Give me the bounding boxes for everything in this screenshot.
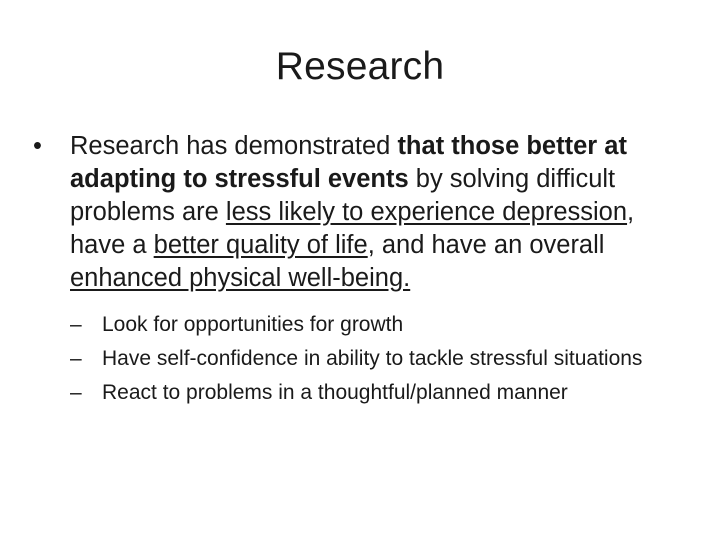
- sub-bullet-text: Look for opportunities for growth: [102, 313, 404, 336]
- bullet-marker: •: [33, 132, 42, 160]
- main-bullet-text: [70, 130, 683, 295]
- underlined-text-segment: enhanced physical well-being.: [70, 264, 411, 292]
- dash-marker: –: [70, 347, 82, 370]
- sub-bullet-item: [70, 344, 680, 373]
- sub-bullet-item: [70, 310, 680, 339]
- bold-text-segment: that those better at adapting to stressful events: [70, 132, 627, 193]
- sub-bullet-text: Have self-confidence in ability to tackle stressful situations: [102, 347, 643, 370]
- text-segment: by solving difficult problems are: [70, 165, 616, 226]
- main-bullet: [33, 130, 683, 295]
- slide-title: Research: [275, 45, 445, 88]
- sub-bullet-text: React to problems in a thoughtful/planned manner: [102, 381, 568, 404]
- sub-bullet-item: [70, 378, 680, 407]
- text-segment: , have a: [70, 198, 635, 259]
- dash-marker: –: [70, 313, 82, 336]
- text-segment: , and have an overall: [367, 231, 605, 259]
- dash-marker: –: [70, 381, 82, 404]
- underlined-text-segment: less likely to experience depression: [225, 198, 628, 226]
- sub-bullet-list: [70, 310, 680, 412]
- text-segment: Research has demonstrated: [70, 132, 398, 160]
- underlined-text-segment: better quality of life: [153, 231, 368, 259]
